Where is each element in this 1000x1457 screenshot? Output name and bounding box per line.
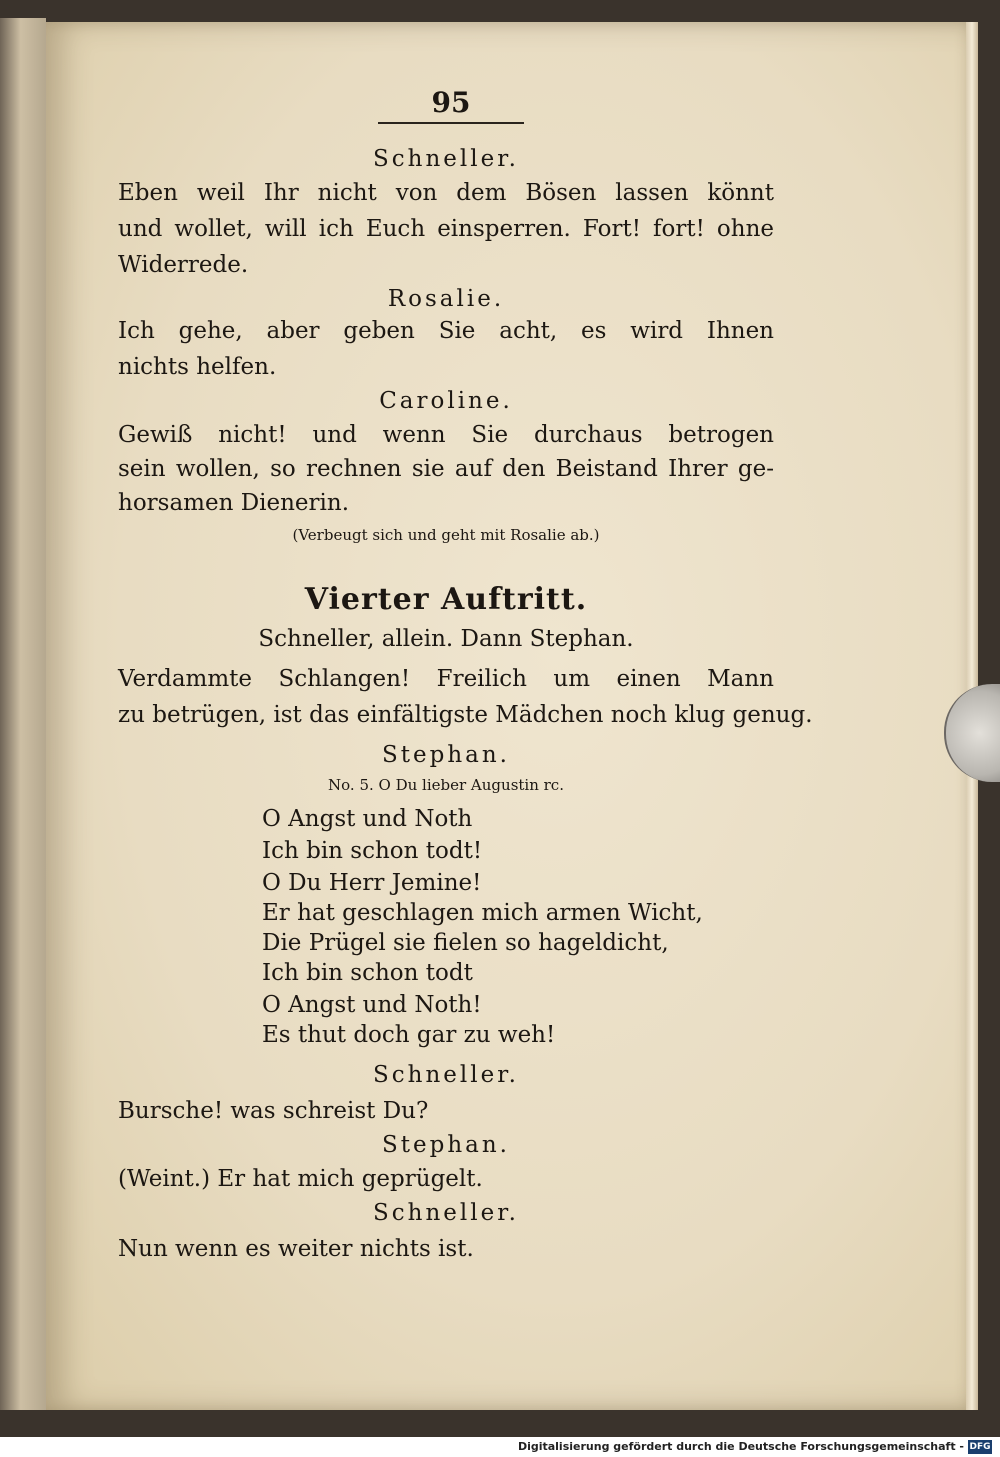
scene-title: Vierter Auftritt. xyxy=(304,582,588,617)
song-line: O Angst und Noth xyxy=(262,806,473,832)
song-line: Ich bin schon todt xyxy=(262,960,473,986)
text-line: Ich gehe, aber geben Sie acht, es wird Ihnen xyxy=(118,318,774,344)
speaker-name: Stephan. xyxy=(382,742,510,768)
speaker-name: Schneller. xyxy=(373,1062,519,1088)
text-line: horsamen Dienerin. xyxy=(118,490,350,516)
song-line: O Du Herr Jemine! xyxy=(262,870,482,896)
footer-credit: Digitalisierung gefördert durch die Deutsche Forschungsgemeinschaft - xyxy=(517,1440,964,1453)
page-number: 95 xyxy=(431,86,471,119)
song-line: Die Prügel sie fielen so hageldicht, xyxy=(262,930,669,956)
text-line: sein wollen, so rechnen sie auf den Beistand Ihrer ge- xyxy=(118,456,774,482)
stage-direction: (Verbeugt sich und geht mit Rosalie ab.) xyxy=(292,526,600,544)
text-line: (Weint.) Er hat mich geprügelt. xyxy=(118,1166,483,1192)
song-line: Es thut doch gar zu weh! xyxy=(262,1022,556,1048)
speaker-name: Rosalie. xyxy=(387,286,505,312)
text-line: und wollet, will ich Euch einsperren. Fort! fort! ohne xyxy=(118,216,774,242)
stage-direction: No. 5. O Du lieber Augustin rc. xyxy=(328,776,564,794)
text-line: Gewiß nicht! und wenn Sie durchaus betrogen xyxy=(118,422,774,448)
song-line: O Angst und Noth! xyxy=(262,992,482,1018)
song-line: Ich bin schon todt! xyxy=(262,838,483,864)
text-line: Verdammte Schlangen! Freilich um einen Mann xyxy=(118,666,774,692)
speaker-name: Caroline. xyxy=(379,388,513,414)
speaker-name: Stephan. xyxy=(382,1132,510,1158)
speaker-name: Schneller. xyxy=(373,1200,519,1226)
text-line: nichts helfen. xyxy=(118,354,277,380)
text-line: Widerrede. xyxy=(118,252,249,278)
text-line: Bursche! was schreist Du? xyxy=(118,1098,429,1124)
text-line: Schneller, allein. Dann Stephan. xyxy=(258,626,634,652)
speaker-name: Schneller. xyxy=(373,146,519,172)
song-line: Er hat geschlagen mich armen Wicht, xyxy=(262,900,703,926)
text-line: zu betrügen, ist das einfältigste Mädchen noch klug genug. xyxy=(118,702,813,728)
dfg-logo: DFG xyxy=(969,1442,991,1452)
left-page-edge xyxy=(0,18,46,1410)
text-line: Eben weil Ihr nicht von dem Bösen lassen könnt xyxy=(118,180,774,206)
text-line: Nun wenn es weiter nichts ist. xyxy=(118,1236,474,1262)
page-number-rule xyxy=(378,122,524,124)
